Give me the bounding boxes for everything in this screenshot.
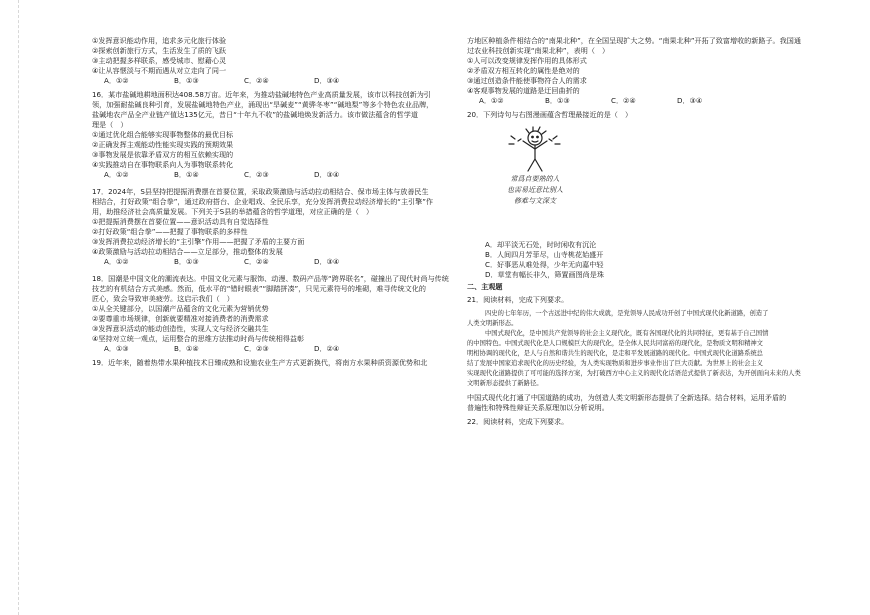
option-line: ③发挥消费拉动经济增长的“主引擎”作用——把握了矛盾的主要方面 <box>92 237 305 246</box>
stem-line: 理是（ ） <box>92 120 128 129</box>
option-line: B．人间四月芳菲尽，山寺桃花始盛开 <box>485 250 604 259</box>
option-line: ③通过创造条件能使事物符合人的需求 <box>467 76 587 85</box>
cartoon-caption-line: 常爲自要熟的人 <box>510 175 560 183</box>
q17-options <box>92 217 450 257</box>
option-line: ④政策激励与活动拉动相结合——立足部分，推动整体的发展 <box>92 247 283 256</box>
answer-choice: A．①② <box>479 96 504 105</box>
q19-options <box>467 56 819 96</box>
option-line: ②矛盾双方相互转化的属性是绝对的 <box>467 66 580 75</box>
q18-stem <box>92 274 450 304</box>
q22-intro: 22．阅读材料，完成下列要求。 <box>467 417 569 426</box>
option-line: ①从全关键部分，以国潮产品蕴含的文化元素为营销优势 <box>92 304 269 313</box>
option-line: ③发挥意识活动的能动创造性，实现人文与经济交融共生 <box>92 324 269 333</box>
stem-line: 盐碱地农产品全产业链产值达135亿元，昔日“十年九不收”的盐碱地焕发新活力。该市做法蕴含的哲学道 <box>92 110 418 119</box>
q20-stem: 20．下列诗句与右图漫画蕴含哲理最接近的是（ ） <box>467 110 633 119</box>
option-line: ②打好政策“组合拳”——把握了事物联系的多样性 <box>92 227 248 236</box>
option-line: ①把提振消费摆在首要位置——意识活动具有自觉选择性 <box>92 217 269 226</box>
answer-choice: A．①② <box>104 76 129 85</box>
option-line: A．却平淡无石处，时时闲收有沉沦 <box>485 240 597 249</box>
material-line: 人类文明新形态。 <box>467 320 518 327</box>
answer-choice: C．②④ <box>244 76 269 85</box>
answer-choice: A．①③ <box>104 344 129 353</box>
task-line: 普遍性和特殊性辩证关系原理加以分析说明。 <box>467 403 609 412</box>
option-line: ④坚持对立统一观点，运用整合的思维方法推动时尚与传统相得益彰 <box>92 334 305 343</box>
answer-choice: D．②④ <box>314 344 340 353</box>
q20-options <box>467 240 819 280</box>
option-line: ③主动把握多样联系，感受城市、慰藉心灵 <box>92 56 227 65</box>
q19-choices <box>467 96 819 106</box>
material-line: 实现现代化道路提供了可可能的选择方案，为打破西方中心主义的现代化话语范式提供了新表达，为开创面向未来的人类 <box>467 370 801 377</box>
answer-choice: D．③④ <box>314 257 340 266</box>
stem-line: 方地区种植条件相结合的“南果北种”，在全国呈现扩大之势。“南果北种”开拓了致富增收的新路子。我国通 <box>467 36 801 45</box>
cartoon-caption-line: 也需易近意比别人 <box>507 186 563 194</box>
q16-options <box>92 130 450 170</box>
q16-choices <box>92 170 450 180</box>
q21-material <box>467 309 819 389</box>
option-line: ①通过优化组合能够实现事物整体的最优目标 <box>92 130 234 139</box>
stem-line: 技艺的有机结合方式美感。然而，低水平的“错时眼表”“脚踏拼凑”，只见元素符号的堆砌，难寻传统文化的 <box>92 284 426 293</box>
stem-line: 匠心，致会导致审美疲劳。这启示我们（ ） <box>92 294 234 303</box>
cartoon-caption <box>501 174 569 207</box>
answer-choice: D．③④ <box>314 170 340 179</box>
section-title: 二、主观题 <box>467 282 503 291</box>
q15-choices <box>92 76 450 86</box>
cartoon-figure-icon <box>497 126 577 176</box>
task-line: 中国式现代化打通了中国道路的成功，为创造人类文明新形态提供了全新选择。结合材料，运用矛盾的 <box>467 393 787 402</box>
answer-choice: A．①② <box>104 170 129 179</box>
q15-options <box>92 36 450 76</box>
material-line: 中国式现代化，是中国共产党领导的社会主义现代化，既有各国现代化的共同特征，更有基于自己国情 <box>485 330 769 337</box>
answer-choice: B．①③ <box>174 257 199 266</box>
option-line: D．草堂有幅长非久，筛置画图尚是珠 <box>485 270 604 279</box>
option-line: C．好事恶从难处得，少年无向嘉中轻 <box>485 260 604 269</box>
page-edge-line <box>18 0 20 615</box>
q16-stem <box>92 90 450 130</box>
cartoon-caption-line: 修难与文深支 <box>514 197 556 205</box>
q17-choices <box>92 257 450 267</box>
stem-line: 17．2024年，S县坚持把提振消费摆在首要位置，采取政策激励与活动拉动相结合、保市场主体与放善民生 <box>92 187 429 196</box>
q21-intro: 21．阅读材料，完成下列要求。 <box>467 295 569 304</box>
q19-stem-start: 19．近年来，随着热带水果种植技术日臻成熟和设施农业生产方式更新换代，将南方水果种质资源优势和北 <box>92 358 428 367</box>
answer-choice: C．②③ <box>244 344 269 353</box>
answer-choice: C．②④ <box>244 257 269 266</box>
stem-line: 相结合，打好政策“组合拳”，通过政府搭台、企业唱戏、全民乐享，充分发挥消费拉动经济增长的“主引擎”作 <box>92 197 434 206</box>
material-line: 的中国特色。中国式现代化是人口规模巨大的现代化，是全体人民共同富裕的现代化，是物质文明和精神文 <box>467 340 763 347</box>
answer-choice: B．①④ <box>174 344 199 353</box>
option-line: ④客观事物发展的道路是迂回曲折的 <box>467 86 580 95</box>
option-line: ②探索创新旅行方式，生活发生了质的飞跃 <box>92 46 227 55</box>
answer-choice: B．①④ <box>174 170 199 179</box>
answer-choice: A．①② <box>104 257 129 266</box>
stem-line: 用，助推经济社会高质量发展。下列关于S县的举措蕴含的哲学道理，对应正确的是（ ） <box>92 207 374 216</box>
answer-choice: C．②④ <box>611 96 636 105</box>
option-line: ①人可以改变规律发挥作用的具体形式 <box>467 56 587 65</box>
answer-choice: D．③④ <box>677 96 703 105</box>
answer-choice: B．①③ <box>174 76 199 85</box>
q21-task <box>467 393 819 413</box>
option-line: ①发挥意识能动作用，追求多元化旅行体验 <box>92 36 227 45</box>
stem-line: 过农业科技创新实现“南果北种”，表明（ ） <box>467 46 610 55</box>
left-column <box>92 36 450 368</box>
answer-choice: B．①③ <box>545 96 570 105</box>
q18-options <box>92 304 450 344</box>
right-column <box>467 36 819 427</box>
option-line: ④实践推动自在事物联系向人为事物联系转化 <box>92 160 234 169</box>
stem-line: 16．某市盐碱地耕地面积达408.58万亩。近年来，为推动盐碱地特色产业高质量发展，该市以科技创新为引 <box>92 90 431 99</box>
material-line: 结了发展中国家追求现代化的历史经验，为人类实现物质和进步事业作出了巨大贡献。为世界上的社会主义 <box>467 360 763 367</box>
stem-line: 18．国潮是中国文化的潮流表达。中国文化元素与服饰、动漫、数码产品等“跨界联名”，碰撞出了现代时尚与传统 <box>92 274 449 283</box>
q18-choices <box>92 344 450 354</box>
option-line: ③事物发展是依靠矛盾双方的相互依赖实现的 <box>92 150 234 159</box>
material-line: 四史的七年年历，一个古远进中纪的伟大成就，是党领导人民成功开创了中国式现代化新道路，创造了 <box>485 310 769 317</box>
q17-stem <box>92 187 450 217</box>
option-line: ②正确发挥主观能动性能实现实践的预期效果 <box>92 140 234 149</box>
option-line: ④让从容惬淡与不期而遇从对立走向了同一 <box>92 66 227 75</box>
material-line: 文明新形态提供了新路径。 <box>467 380 543 387</box>
option-line: ②要尊重市场规律，创新就要精准对接消费者的消费需求 <box>92 314 269 323</box>
answer-choice: C．②③ <box>244 170 269 179</box>
material-line: 明相协调的现代化，是人与自然和谐共生的现代化，是走和平发展道路的现代化。中国式现代化道路系统总 <box>467 350 763 357</box>
q19-stem-continued <box>467 36 819 56</box>
stem-line: 领，加强耐盐碱良种引育，发展盐碱地特色产业，涌现出“旱碱麦”“黄骅冬枣”“碱地梨”等多个特色农业品牌， <box>92 100 434 109</box>
cartoon-illustration <box>467 126 819 238</box>
answer-choice: D．③④ <box>314 76 340 85</box>
